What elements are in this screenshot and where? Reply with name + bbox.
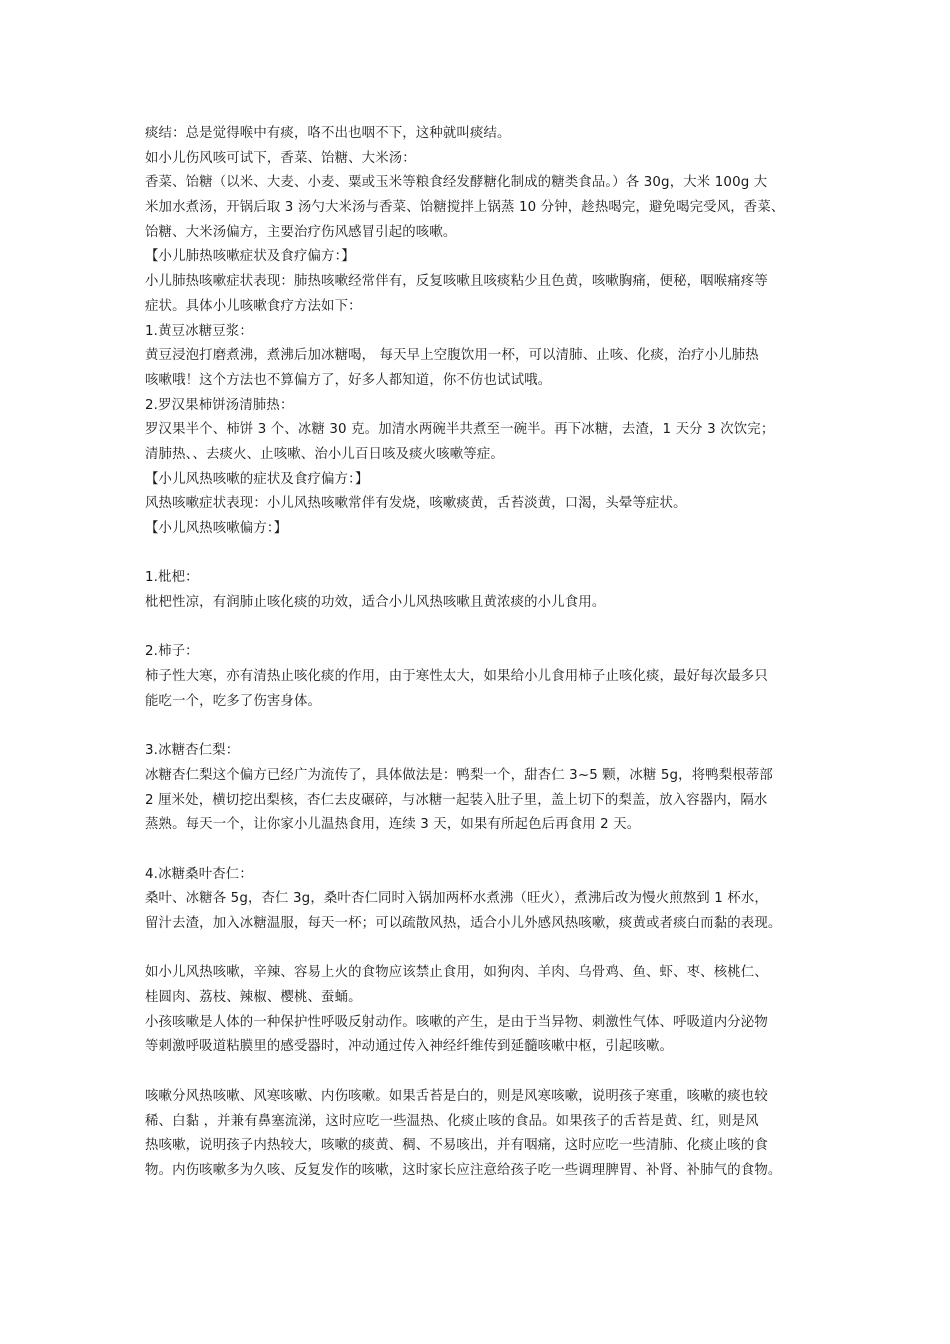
text-line: 饴糖、大米汤偏方，主要治疗伤风感冒引起的咳嗽。	[145, 224, 457, 240]
text-line: 【小儿风热咳嗽的症状及食疗偏方：】	[145, 471, 369, 487]
text-line: 蒸熟。每天一个，让你家小儿温热食用，连续 3 天，如果有所起色后再食用 2 天。	[145, 817, 641, 833]
text-line: 能吃一个，吃多了伤害身体。	[145, 693, 322, 709]
text-line: 黄豆浸泡打磨煮沸，煮沸后加冰糖喝， 每天早上空腹饮用一杯，可以清肺、止咳、化痰，治疗小儿肺热	[145, 348, 759, 364]
text-line: 如小儿伤风咳可试下，香菜、饴糖、大米汤：	[145, 150, 416, 166]
text-line: 等刺激呼吸道粘膜里的感受器时，冲动通过传入神经纤维传到延髓咳嗽中枢，引起咳嗽。	[145, 1039, 674, 1055]
text-line: 症状。具体小儿咳嗽食疗方法如下：	[145, 298, 362, 314]
blank-line	[145, 616, 825, 641]
text-line: 枇杷性凉，有润肺止咳化痰的功效，适合小儿风热咳嗽且黄浓痰的小儿食用。	[145, 595, 606, 611]
blank-line	[145, 715, 825, 740]
text-line: 米加水煮汤，开锅后取 3 汤勺大米汤与香菜、饴糖搅拌上锅蒸 10 分钟，趁热喝完，避免喝完受风，香菜、	[145, 200, 785, 216]
text-line: 1.黄豆冰糖豆浆：	[145, 323, 253, 339]
text-line: 2.罗汉果柿饼汤清肺热：	[145, 397, 294, 413]
text-line: 清肺热、、去痰火、止咳嗽、治小儿百日咳及痰火咳嗽等症。	[145, 446, 504, 462]
text-line: 稀、白黏 ，并兼有鼻塞流涕，这时应吃一些温热、化痰止咳的食品。如果孩子的舌苔是黄、红，则是风	[145, 1113, 759, 1129]
blank-line	[145, 542, 825, 567]
text-line: 桂圆肉、荔枝、辣椒、樱桃、蚕蛹。	[145, 990, 362, 1006]
text-line: 留汁去渣，加入冰糖温服，每天一杯；可以疏散风热，适合小儿外感风热咳嗽，痰黄或者痰白而黏的表现。	[145, 916, 782, 931]
text-line: 热咳嗽，说明孩子内热较大，咳嗽的痰黄、稠、不易咳出，并有咽痛，这时应吃一些清肺、化痰止咳的食	[145, 1138, 768, 1154]
text-line: 2.柿子：	[145, 644, 199, 660]
text-line: 【小儿风热咳嗽偏方：】	[145, 521, 288, 536]
text-line: 如小儿风热咳嗽，辛辣、容易上火的食物应该禁止食用，如狗肉、羊肉、乌骨鸡、鱼、虾、枣、核桃仁、	[145, 965, 768, 981]
text-line: 2 厘米处，横切挖出梨核，杏仁去皮碾碎，与冰糖一起装入肚子里，盖上切下的梨盖，放入容器内，隔水	[145, 792, 768, 808]
blank-line	[145, 937, 825, 962]
text-line: 物。内伤咳嗽多为久咳、反复发作的咳嗽，这时家长应注意给孩子吃一些调理脾胃、补肾、补肺气的食物。	[145, 1162, 782, 1178]
text-line: 咳嗽哦！这个方法也不算偏方了，好多人都知道，你不仿也试试哦。	[145, 372, 552, 388]
text-line: 柿子性大寒，亦有清热止咳化痰的作用，由于寒性太大，如果给小儿食用柿子止咳化痰，最好每次最多只	[145, 669, 768, 685]
text-line: 【小儿肺热咳嗽症状及食疗偏方：】	[145, 249, 355, 265]
text-line: 痰结：总是觉得喉中有痰，咯不出也咽不下，这种就叫痰结。	[145, 126, 511, 141]
text-line: 小儿肺热咳嗽症状表现：肺热咳嗽经常伴有，反复咳嗽且咳痰粘少且色黄，咳嗽胸痛，便秘，咽喉痛疼等	[145, 274, 768, 290]
document-body	[145, 122, 825, 1184]
text-line: 3.冰糖杏仁梨：	[145, 743, 240, 759]
text-line: 香菜、饴糖（以米、大麦、小麦、粟或玉米等粮食经发酵糖化制成的糖类食品。）各 30g，大米 100g 大	[145, 175, 768, 191]
blank-line	[145, 838, 825, 863]
text-line: 风热咳嗽症状表现：小儿风热咳嗽常伴有发烧，咳嗽痰黄，舌苔淡黄，口渴，头晕等症状。	[145, 496, 687, 512]
text-line: 1.枇杷：	[145, 570, 199, 586]
text-line: 冰糖杏仁梨这个偏方已经广为流传了，具体做法是：鸭梨一个，甜杏仁 3~5 颗，冰糖 5g，将鸭梨根蒂部	[145, 767, 773, 783]
text-line: 桑叶、冰糖各 5g，杏仁 3g，桑叶杏仁同时入锅加两杯水煮沸（旺火），煮沸后改为慢火煎熬到 1 杯水，	[145, 891, 768, 907]
text-line: 咳嗽分风热咳嗽、风寒咳嗽、内伤咳嗽。如果舌苔是白的，则是风寒咳嗽，说明孩子寒重，咳嗽的痰也较	[145, 1088, 768, 1104]
blank-line	[145, 1060, 825, 1085]
text-line: 小孩咳嗽是人体的一种保护性呼吸反射动作。咳嗽的产生，是由于当异物、刺激性气体、呼吸道内分泌物	[145, 1014, 768, 1030]
text-line: 罗汉果半个、柿饼 3 个、冰糖 30 克。加清水两碗半共煮至一碗半。再下冰糖，去渣，1 天分 3 次饮完；	[145, 422, 775, 438]
text-line: 4.冰糖桑叶杏仁：	[145, 866, 253, 882]
